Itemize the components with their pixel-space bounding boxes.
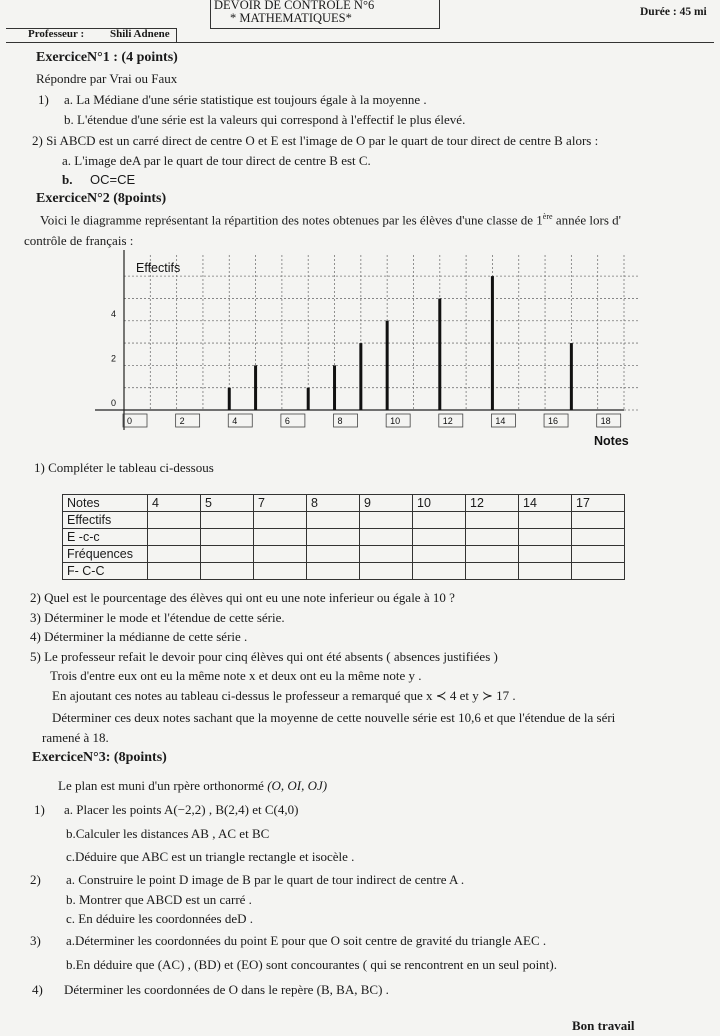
table-empty-cell	[360, 563, 413, 580]
table-note-cell: 8	[307, 495, 360, 512]
ex1-q1a: a. La Médiane d'une série statistique est toujours égale à la moyenne .	[64, 92, 427, 107]
table-empty-cell	[254, 512, 307, 529]
table-note-cell: 7	[254, 495, 307, 512]
table-note-cell: 17	[572, 495, 625, 512]
table-row-label: E -c-c	[63, 529, 148, 546]
exam-duration: Durée : 45 mi	[640, 6, 707, 18]
table-empty-cell	[360, 512, 413, 529]
table-empty-cell	[307, 546, 360, 563]
table-row-label: Effectifs	[63, 512, 148, 529]
table-note-cell: 12	[466, 495, 519, 512]
x-tick-label: 16	[548, 416, 559, 426]
table-note-cell: 4	[148, 495, 201, 512]
x-tick-label: 4	[232, 416, 238, 426]
table-row	[63, 529, 625, 546]
ex1-q1b: b. L'étendue d'une série est la valeurs qui correspond à l'effectif le plus élevé.	[64, 112, 466, 127]
table-empty-cell	[466, 563, 519, 580]
ex3-q3b: b.En déduire que (AC) , (BD) et (EO) sont concourantes ( qui se rencontrent en un seul point).	[66, 957, 557, 972]
chart-x-ticks	[123, 414, 621, 427]
ex3-q2-number: 2)	[30, 872, 41, 887]
ex2-q5-line1: Trois d'entre eux ont eu la même note x et deux ont eu la même note y .	[50, 668, 422, 683]
ex2-q5: 5) Le professeur refait le devoir pour cinq élèves qui ont été absents ( absences justifiées )	[30, 649, 498, 664]
exam-subject: * MATHEMATIQUES*	[230, 11, 352, 25]
table-empty-cell	[360, 546, 413, 563]
ex1-q2b-label: b.	[62, 172, 73, 187]
ex3-q2c: c. En déduire les coordonnées deD .	[66, 911, 253, 926]
ex2-intro: Voici le diagramme représentant la répartition des notes obtenues par les élèves d'une classe de 1ère année lors d'	[40, 212, 621, 228]
ex2-q5-line3: Déterminer ces deux notes sachant que la moyenne de cette nouvelle série est 10,6 et que l'étendue de la séri	[52, 710, 616, 725]
table-empty-cell	[466, 546, 519, 563]
table-empty-cell	[519, 563, 572, 580]
ex1-q2: 2) Si ABCD est un carré direct de centre O et E est l'image de O par le quart de tour direct de centre B alors :	[32, 133, 599, 148]
ex1-title: ExerciceN°1 : (4 points)	[36, 50, 178, 65]
ex3-q1-number: 1)	[34, 802, 45, 817]
table-row	[63, 495, 625, 512]
closing-text: Bon travail	[572, 1018, 635, 1033]
table-note-cell: 10	[413, 495, 466, 512]
x-tick-label: 8	[337, 416, 343, 426]
notes-table	[62, 494, 625, 580]
table-empty-cell	[254, 529, 307, 546]
table-empty-cell	[307, 512, 360, 529]
table-empty-cell	[572, 563, 625, 580]
table-empty-cell	[413, 529, 466, 546]
ex3-q3-number: 3)	[30, 933, 41, 948]
table-note-cell: 9	[360, 495, 413, 512]
table-empty-cell	[572, 546, 625, 563]
ex2-intro-line2: contrôle de français :	[24, 233, 134, 248]
x-tick-label: 14	[495, 416, 506, 426]
x-tick-label: 10	[390, 416, 401, 426]
ex3-title: ExerciceN°3: (8points)	[32, 750, 167, 765]
ex1-q2b: OC=CE	[90, 172, 136, 187]
y-tick-label: 0	[111, 398, 117, 408]
table-empty-cell	[519, 529, 572, 546]
x-tick-label: 2	[179, 416, 185, 426]
table-empty-cell	[360, 529, 413, 546]
table-row-label: F- C-C	[63, 563, 148, 580]
table-empty-cell	[413, 512, 466, 529]
ex3-q4-number: 4)	[32, 982, 43, 997]
table-row-label: Fréquences	[63, 546, 148, 563]
ex3-q3a: a.Déterminer les coordonnées du point E pour que O soit centre de gravité du triangle AEC .	[66, 933, 547, 948]
teacher-label: Professeur :	[28, 28, 85, 40]
x-tick-label: 12	[442, 416, 453, 426]
table-empty-cell	[254, 563, 307, 580]
table-note-cell: 14	[519, 495, 572, 512]
teacher-name: Shili Adnene	[110, 28, 170, 40]
ex2-q3: 3) Déterminer le mode et l'étendue de cette série.	[30, 610, 285, 625]
table-empty-cell	[201, 546, 254, 563]
table-empty-cell	[519, 512, 572, 529]
table-empty-cell	[413, 546, 466, 563]
ex2-q1: 1) Compléter le tableau ci-dessous	[34, 460, 214, 475]
x-tick-label: 6	[284, 416, 290, 426]
table-row	[63, 563, 625, 580]
y-tick-label: 4	[111, 308, 117, 319]
table-empty-cell	[413, 563, 466, 580]
notes-bar-chart	[0, 0, 720, 460]
table-empty-cell	[307, 529, 360, 546]
ex1-instruction: Répondre par Vrai ou Faux	[36, 71, 178, 86]
ex1-q1-number: 1)	[38, 92, 49, 107]
table-empty-cell	[466, 529, 519, 546]
ex3-q1c: c.Déduire que ABC est un triangle rectangle et isocèle .	[66, 849, 355, 864]
table-empty-cell	[201, 512, 254, 529]
y-tick-label: 2	[111, 353, 117, 364]
table-row	[63, 546, 625, 563]
ex2-q5-line2: En ajoutant ces notes au tableau ci-dessus le professeur a remarqué que x ≺ 4 et y ≻ 17 .	[52, 688, 516, 703]
table-empty-cell	[519, 546, 572, 563]
table-empty-cell	[201, 529, 254, 546]
table-empty-cell	[148, 563, 201, 580]
ex3-q2a: a. Construire le point D image de B par le quart de tour indirect de centre A .	[66, 872, 465, 887]
table-empty-cell	[148, 529, 201, 546]
ex3-frame: (O, OI, OJ)	[267, 778, 328, 793]
table-empty-cell	[466, 512, 519, 529]
table-empty-cell	[148, 512, 201, 529]
table-empty-cell	[307, 563, 360, 580]
ex3-q2b: b. Montrer que ABCD est un carré .	[66, 892, 252, 907]
ex3-q1a: a. Placer les points A(−2,2) , B(2,4) et C(4,0)	[64, 802, 299, 817]
chart-x-label: Notes	[594, 434, 629, 448]
exam-title: DEVOIR DE CONTROLE N°6	[214, 0, 375, 12]
ex2-title: ExerciceN°2 (8points)	[36, 191, 167, 206]
chart-grid	[124, 255, 640, 410]
table-note-cell: 5	[201, 495, 254, 512]
chart-y-ticks	[111, 309, 116, 408]
x-tick-label: 0	[127, 416, 133, 426]
ex3-q4: Déterminer les coordonnées de O dans le repère (B, BA, BC) .	[64, 982, 389, 997]
ex1-q2a: a. L'image deA par le quart de tour direct de centre B est C.	[62, 153, 371, 168]
table-empty-cell	[572, 529, 625, 546]
ex3-intro: Le plan est muni d'un rpère orthonormé (O, OI, OJ)	[58, 778, 328, 793]
table-empty-cell	[254, 546, 307, 563]
table-row	[63, 512, 625, 529]
x-tick-label: 18	[600, 416, 611, 426]
ex2-q5-line4: ramené à 18.	[42, 730, 109, 745]
table-empty-cell	[201, 563, 254, 580]
chart-y-label: Effectifs	[136, 261, 181, 275]
ex3-q1b: b.Calculer les distances AB , AC et BC	[66, 826, 270, 841]
table-empty-cell	[148, 546, 201, 563]
table-empty-cell	[572, 512, 625, 529]
table-row-label: Notes	[63, 495, 148, 512]
ex2-q4: 4) Déterminer la médianne de cette série .	[30, 629, 248, 644]
ex2-q2: 2) Quel est le pourcentage des élèves qui ont eu une note inferieur ou égale à 10 ?	[30, 590, 455, 605]
